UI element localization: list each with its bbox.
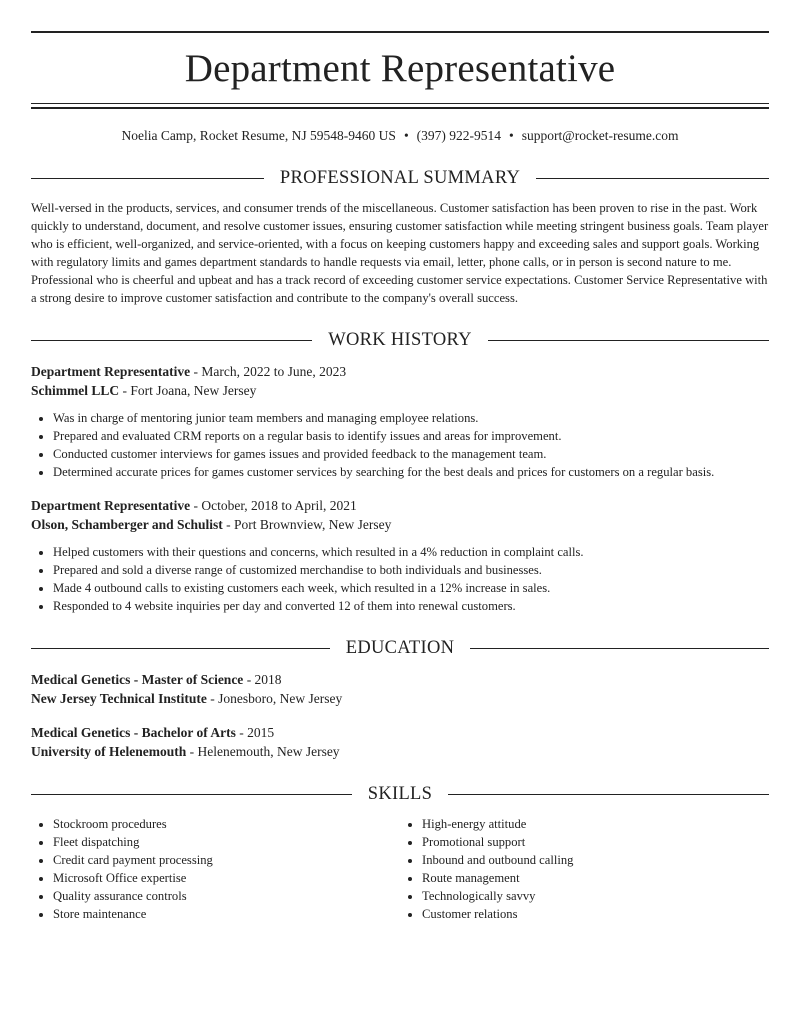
education-entry	[31, 671, 769, 708]
job-bullet: • Responded to 4 website inquiries per day and converted 12 of them into renewal customers.	[53, 597, 769, 615]
skill-item: • Customer relations	[422, 905, 769, 923]
education-degree: Medical Genetics - Bachelor of Arts	[31, 725, 236, 740]
section-rule-left	[31, 794, 352, 795]
job-entry	[31, 363, 769, 481]
skill-item: • Technologically savvy	[422, 887, 769, 905]
section-header-education	[31, 637, 769, 659]
section-rule-right	[448, 794, 769, 795]
job-location: - Port Brownview, New Jersey	[222, 516, 392, 532]
section-rule-left	[31, 648, 330, 649]
job-bullet: • Conducted customer interviews for games issues and provided feedback to the management team.	[53, 445, 769, 463]
section-title-skills: SKILLS	[367, 784, 433, 804]
job-company-line	[31, 382, 769, 401]
title-double-rule	[31, 103, 769, 109]
job-company-line	[31, 516, 769, 535]
job-role: Department Representative	[31, 498, 191, 513]
section-rule-right	[488, 340, 769, 341]
section-header-skills	[31, 783, 769, 805]
skill-item: • Microsoft Office expertise	[53, 869, 400, 887]
education-degree-line	[31, 671, 769, 690]
education-entry	[31, 724, 769, 761]
job-dates: - March, 2022 to June, 2023	[190, 364, 347, 379]
contact-address: Noelia Camp, Rocket Resume, NJ 59548-9460 US	[121, 128, 396, 143]
skill-item: • Inbound and outbound calling	[422, 851, 769, 869]
contact-separator: •	[509, 128, 514, 143]
section-rule-left	[31, 340, 312, 341]
job-bullet: • Determined accurate prices for games customer services by searching for the best deals and prices for customers on a regular basis.	[53, 463, 769, 481]
section-rule-right	[470, 648, 769, 649]
summary-text: Well-versed in the products, services, and consumer trends of the miscellaneous. Customer satisfaction has been proven to rise in the past. Work quickly to understand, document, and resolve customer issues, ensuring customer satisfaction while meeting stringent business goals. Team player who is efficient, well-organized, and service-oriented, with a focus on keeping customers happy and exceeding sales and support goals. Working with regulatory limits and games department standards to handle requests via email, letter, phone calls, or in person is second nature to me. Professional who is cheerful and upbeat and has a track record of exceeding customer service expectations. Customer Service Representative with a strong desire to improve customer satisfaction and contribute to the company's overall success.	[31, 201, 769, 305]
section-rule-left	[31, 178, 264, 179]
skill-item: • Credit card payment processing	[53, 851, 400, 869]
education-year: - 2015	[235, 725, 275, 740]
contact-email: support@rocket-resume.com	[521, 128, 679, 143]
education-year: - 2018	[243, 672, 282, 687]
education-school: University of Helenemouth	[31, 743, 187, 759]
education-location: - Helenemouth, New Jersey	[186, 743, 340, 759]
skill-item: • High-energy attitude	[422, 815, 769, 833]
skill-item: • Promotional support	[422, 833, 769, 851]
job-role: Department Representative	[31, 364, 191, 379]
education-school-line	[31, 743, 769, 762]
job-bullet: • Made 4 outbound calls to existing customers each week, which resulted in a 12% increase in sales.	[53, 579, 769, 597]
resume-page	[31, 0, 769, 923]
skill-item: • Stockroom procedures	[53, 815, 400, 833]
skill-item: • Quality assurance controls	[53, 887, 400, 905]
job-location: - Fort Joana, New Jersey	[119, 382, 257, 398]
resume-title: Department Representative	[184, 47, 616, 90]
job-bullet: • Prepared and evaluated CRM reports on a regular basis to identify issues and areas for improvement.	[53, 427, 769, 445]
section-rule-right	[536, 178, 769, 179]
job-role-line	[31, 497, 769, 516]
section-header-summary	[31, 167, 769, 189]
contact-phone: (397) 922-9514	[416, 128, 502, 143]
contact-separator: •	[403, 128, 409, 143]
job-company: Olson, Schamberger and Schulist	[31, 516, 223, 532]
education-location: - Jonesboro, New Jersey	[206, 690, 343, 706]
contact-line	[31, 127, 769, 145]
job-company: Schimmel LLC	[31, 382, 120, 398]
job-bullet: • Prepared and sold a diverse range of customized merchandise to both individuals and businesses.	[53, 561, 769, 579]
education-school: New Jersey Technical Institute	[31, 690, 207, 706]
skills-column-right	[400, 815, 769, 923]
job-dates: - October, 2018 to April, 2021	[190, 498, 357, 513]
skills-column-left	[31, 815, 400, 923]
skill-item: • Fleet dispatching	[53, 833, 400, 851]
section-title-summary: PROFESSIONAL SUMMARY	[279, 168, 521, 188]
top-rule	[31, 31, 769, 33]
job-role-line	[31, 363, 769, 382]
section-title-work: WORK HISTORY	[328, 330, 472, 350]
job-bullet: • Helped customers with their questions and concerns, which resulted in a 4% reduction in complaint calls.	[53, 543, 769, 561]
education-degree: Medical Genetics - Master of Science	[31, 672, 244, 687]
job-entry	[31, 497, 769, 615]
job-bullets	[31, 543, 769, 615]
education-degree-line	[31, 724, 769, 743]
skill-item: • Route management	[422, 869, 769, 887]
job-bullets	[31, 409, 769, 481]
job-bullet: • Was in charge of mentoring junior team members and managing employee relations.	[53, 409, 769, 427]
skills-grid	[31, 815, 769, 923]
section-title-education: EDUCATION	[345, 638, 455, 658]
section-header-work	[31, 329, 769, 351]
skill-item: • Store maintenance	[53, 905, 400, 923]
education-school-line	[31, 690, 769, 709]
